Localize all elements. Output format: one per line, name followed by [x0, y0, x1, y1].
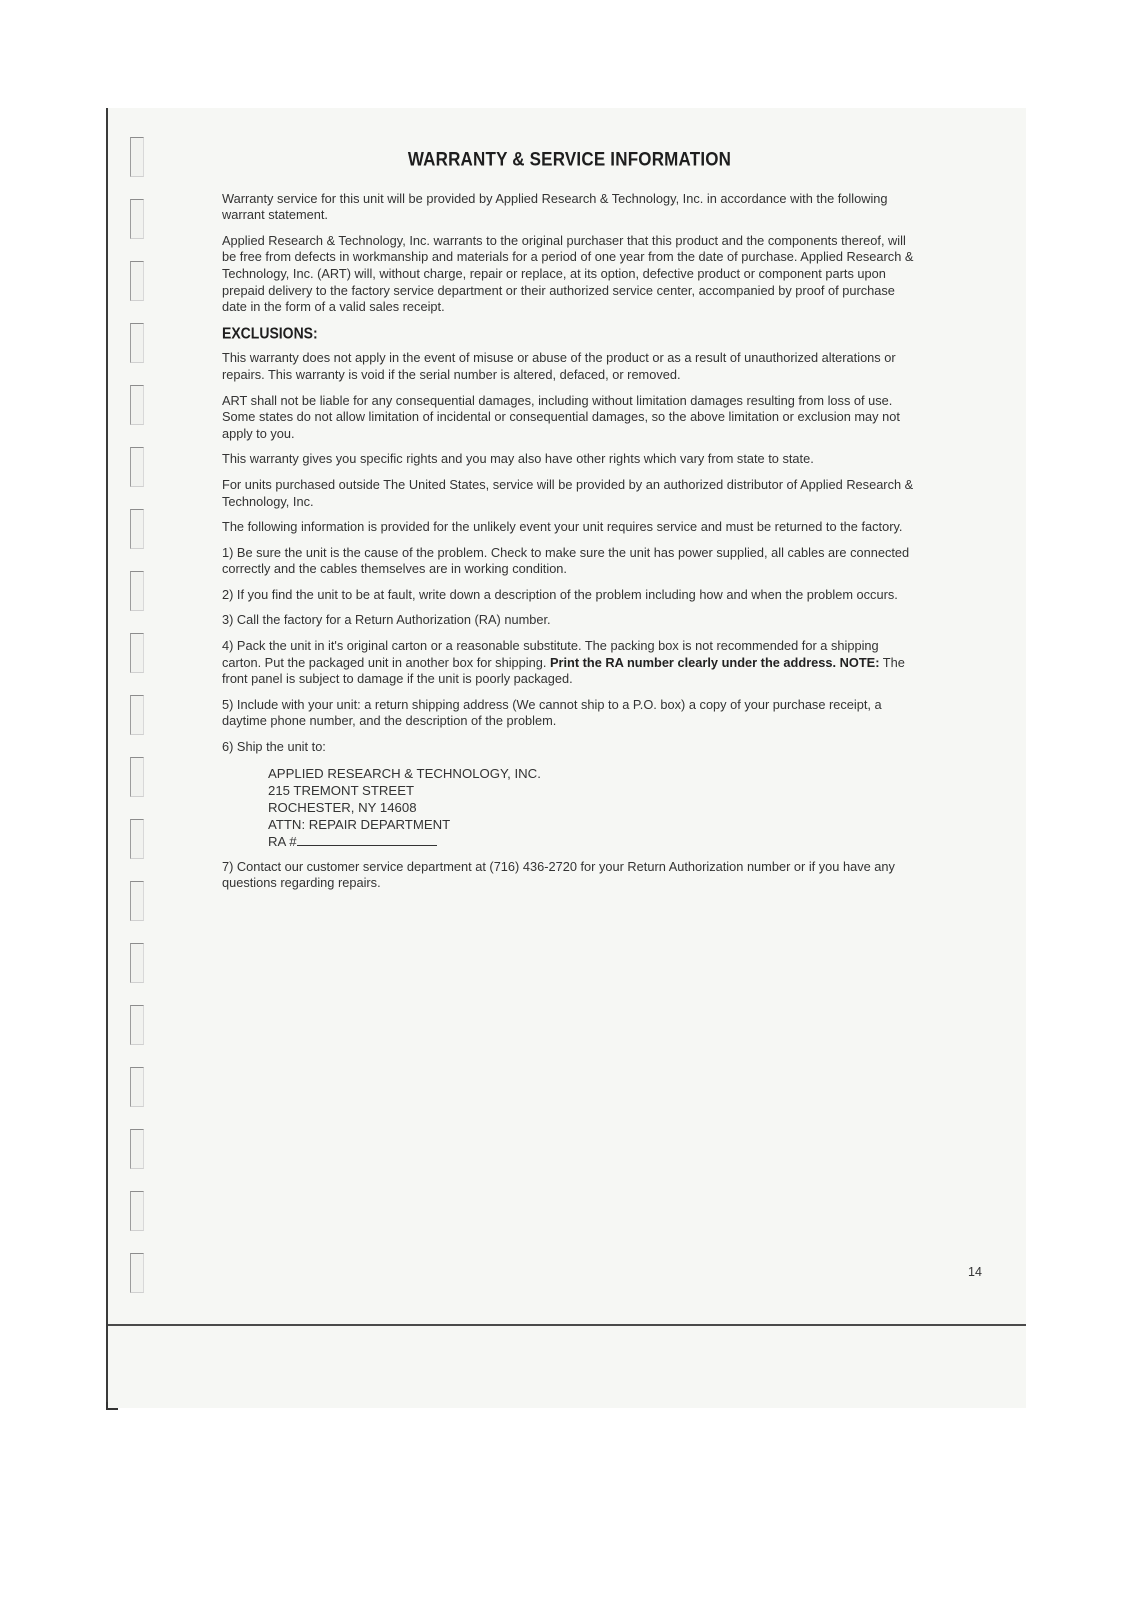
step-4-note-text: The front panel is subject to damage if the unit is poorly packaged.: [222, 654, 905, 687]
page-title: WARRANTY & SERVICE INFORMATION: [407, 148, 732, 171]
step-5: 5) Include with your unit: a return shipping address (We cannot ship to a P.O. box) a copy of your purchase receipt, a daytime phone number, and the description of the problem.: [222, 696, 882, 729]
shipping-address: [268, 765, 917, 850]
ra-label: RA #: [268, 833, 297, 849]
intro-paragraph: Applied Research & Technology, Inc. warrants to the original purchaser that this product and the components thereof, will be free from defects in workmanship and materials for a period of one year from the date of purchase. Applied Research & Technology, Inc. (ART) will, without charge, repair or replace, at its option, defective product or component parts upon prepaid delivery to the factory service department or their authorized service center, accompanied by proof of purchase date in the form of a valid sales receipt.: [222, 232, 914, 315]
step-6: 6) Ship the unit to:: [222, 739, 326, 755]
step-4-note-label: NOTE:: [839, 654, 880, 670]
exclusion-paragraph: The following information is provided for the unlikely event your unit requires service and must be returned to the factory.: [222, 519, 903, 535]
binder-hole: [130, 1005, 144, 1045]
binding-edge: [106, 108, 108, 1408]
step-4-ra-instruction: Print the RA number clearly under the address.: [549, 654, 837, 670]
step-3: 3) Call the factory for a Return Authorization (RA) number.: [222, 612, 551, 628]
step-4-text: 4) Pack the unit in it's original carton or a reasonable substitute. The packing box is not recommended for a shipping carton. Put the packaged unit in another box for shipping.: [222, 638, 879, 670]
binder-holes: [130, 137, 150, 1317]
binder-hole: [130, 943, 144, 983]
intro-paragraph: Warranty service for this unit will be provided by Applied Research & Technology, Inc. in accordance with the following warrant statement.: [222, 190, 888, 223]
binder-hole: [130, 633, 144, 673]
address-company: APPLIED RESEARCH & TECHNOLOGY, INC.: [268, 765, 541, 781]
address-city: ROCHESTER, NY 14608: [268, 799, 417, 815]
exclusion-paragraph: For units purchased outside The United States, service will be provided by an authorized distributor of Applied Research & Technology, Inc.: [222, 476, 914, 509]
step-4: [222, 638, 917, 688]
warranty-document: [222, 148, 917, 901]
binder-hole: [130, 447, 144, 487]
binder-hole: [130, 819, 144, 859]
ra-blank: [297, 833, 437, 846]
exclusions-heading: EXCLUSIONS:: [222, 323, 318, 342]
binder-hole: [130, 199, 144, 239]
step-7: 7) Contact our customer service department at (716) 436-2720 for your Return Authorization number or if you have any questions regarding repairs.: [222, 858, 895, 891]
binder-hole: [130, 323, 144, 363]
step-1: 1) Be sure the unit is the cause of the problem. Check to make sure the unit has power supplied, all cables are connected correctly and the cables themselves are in working condition.: [222, 544, 910, 577]
page-corner-mark: [106, 1402, 118, 1410]
bottom-divider: [108, 1324, 1026, 1326]
binder-hole: [130, 757, 144, 797]
exclusion-paragraph: ART shall not be liable for any consequential damages, including without limitation damages resulting from loss of use. Some states do not allow limitation of incidental or consequential damages, so the above limitation or exclusion may not apply to you.: [222, 392, 900, 441]
exclusion-paragraph: This warranty gives you specific rights and you may also have other rights which vary from state to state.: [222, 451, 814, 467]
binder-hole: [130, 1129, 144, 1169]
binder-hole: [130, 1191, 144, 1231]
binder-hole: [130, 571, 144, 611]
step-2: 2) If you find the unit to be at fault, write down a description of the problem including how and when the problem occurs.: [222, 586, 898, 602]
binder-hole: [130, 695, 144, 735]
address-attn: ATTN: REPAIR DEPARTMENT: [268, 816, 451, 832]
address-street: 215 TREMONT STREET: [268, 782, 415, 798]
binder-hole: [130, 1067, 144, 1107]
binder-hole: [130, 261, 144, 301]
binder-hole: [130, 385, 144, 425]
binder-hole: [130, 509, 144, 549]
exclusion-paragraph: This warranty does not apply in the event of misuse or abuse of the product or as a result of unauthorized alterations or repairs. This warranty is void if the serial number is altered, defaced, or removed.: [222, 350, 896, 382]
binder-hole: [130, 881, 144, 921]
binder-hole: [130, 137, 144, 177]
address-ra-line: [268, 833, 917, 850]
binder-hole: [130, 1253, 144, 1293]
page-number: 14: [968, 1265, 982, 1279]
